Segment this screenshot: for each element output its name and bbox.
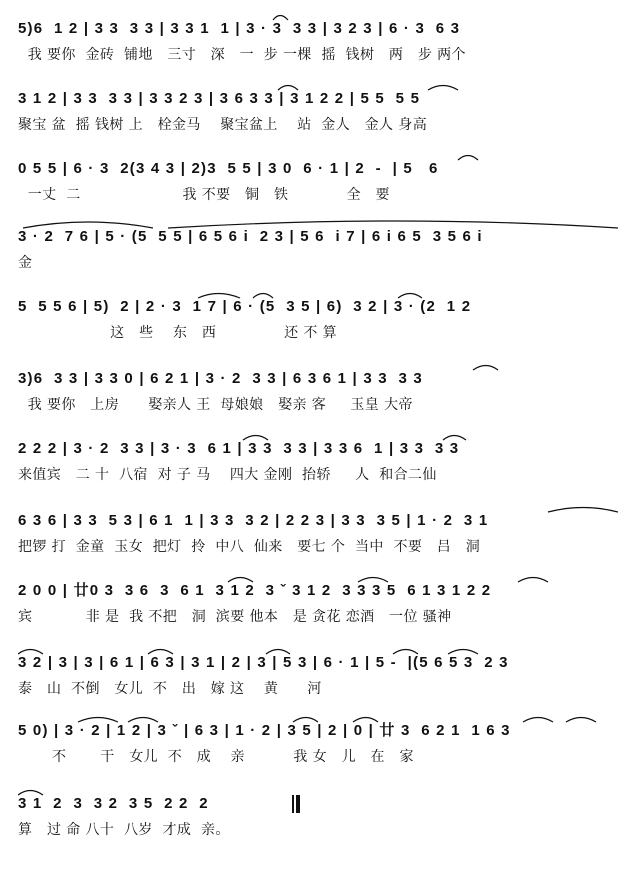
lyric-line: 宾 非 是 我 不把 洞 滨要 他本 是 贪花 恋酒 一位 骚神 [18, 609, 452, 625]
notation-line: 3 1 2 3 3 2 3 5 2 2 2 [18, 795, 209, 812]
notation-line: 6 3 6 | 3 3 5 3 | 6 1 1 | 3 3 3 2 | 2 2 3 | 3 3 3 5 | 1 · 2 3 1 [18, 512, 489, 529]
lyric-line: 算 过 命 八十 八岁 才成 亲。 [18, 822, 230, 838]
lyric-line: 来值宾 二 十 八宿 对 子 马 四大 金刚 抬轿 人 和合二仙 [18, 467, 437, 483]
lyric-line: 不 干 女儿 不 成 亲 我 女 儿 在 家 [18, 749, 414, 765]
notation-line: 0 5 5 | 6 · 3 2(3 4 3 | 2)3 5 5 | 3 0 6 · 1 | 2 - | 5 6 [18, 160, 439, 177]
lyric-line: 金 [18, 255, 33, 271]
notation-line: 5 5 5 6 | 5) 2 | 2 · 3 1 7 | 6 · (5 3 5 | 6) 3 2 | 3 · (2 1 2 [18, 298, 472, 315]
notation-line: 3 1 2 | 3 3 3 3 | 3 3 2 3 | 3 6 3 3 | 3 1 2 2 | 5 5 5 5 [18, 90, 421, 107]
lyric-line: 我 要你 金砖 铺地 三寸 深 一 步 一棵 摇 钱树 两 步 两个 [18, 47, 466, 63]
notation-line: 3 · 2 7 6 | 5 · (5 5 5 | 6 5 6 i 2 3 | 5 6 i 7 | 6 i 6 5 3 5 6 i [18, 228, 483, 245]
lyric-line: 泰 山 不倒 女儿 不 出 嫁 这 黄 河 [18, 681, 322, 697]
lyric-line: 我 要你 上房 娶亲人 王 母娘娘 娶亲 客 玉皇 大帝 [18, 397, 413, 413]
lyric-line: 这 些 东 西 还 不 算 [18, 325, 338, 341]
lyric-line: 把锣 打 金童 玉女 把灯 拎 中八 仙来 要七 个 当中 不要 吕 洞 [18, 539, 481, 555]
notation-line: 3 2 | 3 | 3 | 6 1 | 6 3 | 3 1 | 2 | 3 | 5 3 | 6 · 1 | 5 - |(5 6 5 3 2 3 [18, 654, 509, 671]
lyric-line: 聚宝 盆 摇 钱树 上 栓金马 聚宝盆上 站 金人 金人 身高 [18, 117, 428, 133]
final-barline [292, 795, 300, 813]
lyric-line: 一丈 二 我 不要 铜 铁 全 要 [18, 187, 390, 203]
notation-line: 2 2 2 | 3 · 2 3 3 | 3 · 3 6 1 | 3 3 3 3 | 3 3 6 1 | 3 3 3 3 [18, 440, 460, 457]
notation-line: 2 0 0 | 廿0 3 3 6 3 6 1 3 1 2 3 ˇ 3 1 2 3 3 3 5 6 1 3 1 2 2 [18, 582, 492, 599]
notation-line: 5 0) | 3 · 2 | 1 2 | 3 ˇ | 6 3 | 1 · 2 | 3 5 | 2 | 0 | 廿 3 6 2 1 1 6 3 [18, 722, 511, 739]
notation-line: 5)6 1 2 | 3 3 3 3 | 3 3 1 1 | 3 · 3 3 3 | 3 2 3 | 6 · 3 6 3 [18, 20, 461, 37]
notation-line: 3)6 3 3 | 3 3 0 | 6 2 1 | 3 · 2 3 3 | 6 3 6 1 | 3 3 3 3 [18, 370, 423, 387]
